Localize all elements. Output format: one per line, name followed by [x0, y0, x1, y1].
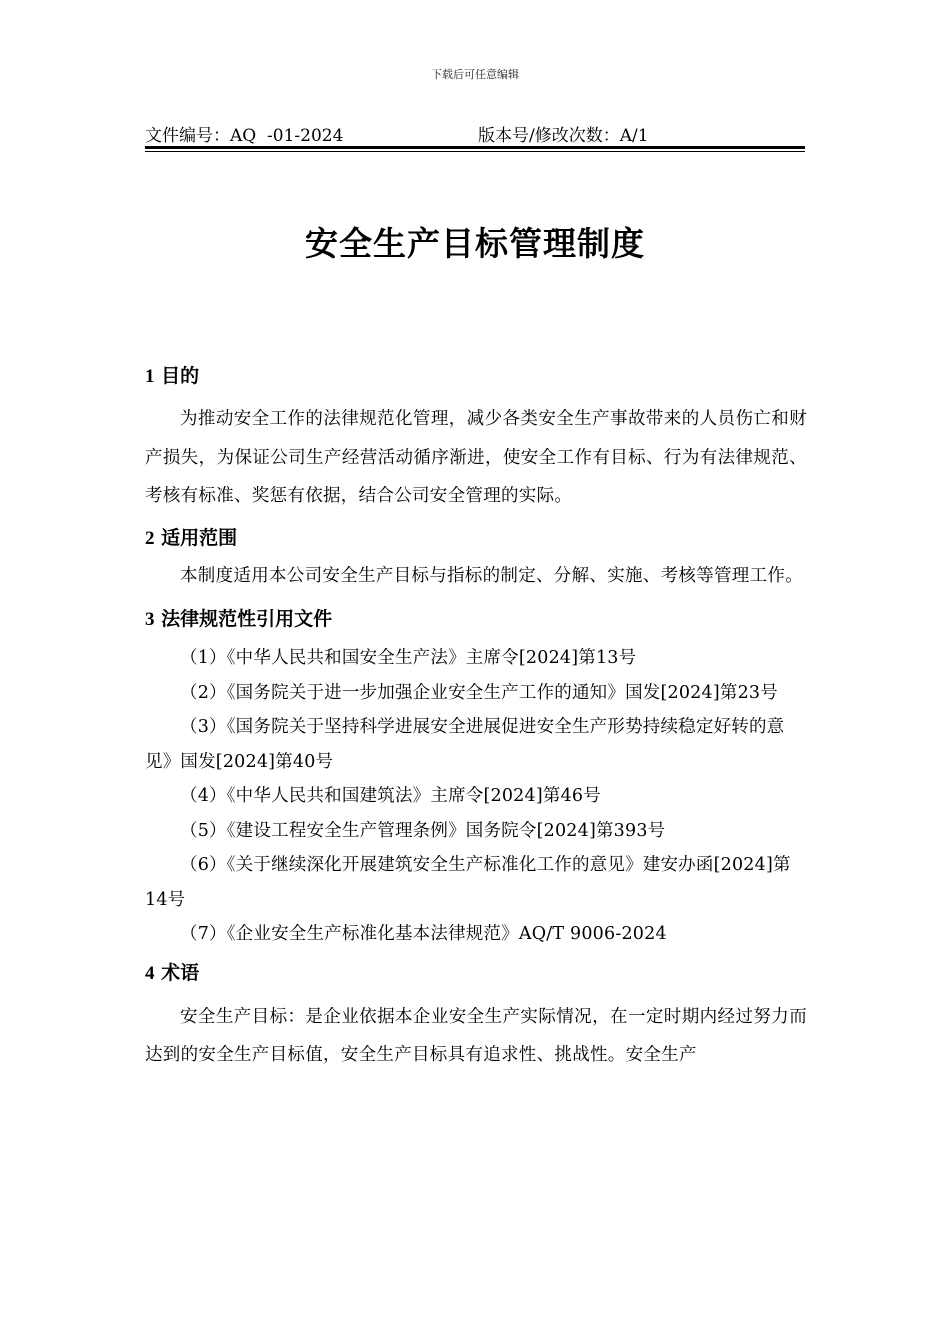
- reference-item: （5）《建设工程安全生产管理条例》国务院令[2024]第393号: [180, 820, 666, 841]
- reference-list: [145, 641, 807, 952]
- paragraph: 安全生产目标：是企业依据本企业安全生产实际情况，在一定时期内经过努力而达到的安全生产目标值，安全生产目标具有追求性、挑战性。安全生产: [145, 1006, 807, 1065]
- section-title: 适用范围: [161, 526, 238, 549]
- reference-item: （2）《国务院关于进一步加强企业安全生产工作的通知》国发[2024]第23号: [180, 682, 778, 703]
- reference-item: （6）《关于继续深化开展建筑安全生产标准化工作的意见》建安办函[2024]第14号: [145, 855, 791, 910]
- section-title: 目的: [161, 365, 200, 387]
- section-body-terms: [145, 998, 807, 1075]
- section-number: 3: [145, 609, 155, 630]
- reference-item: （3）《国务院关于坚持科学进展安全进展促进安全生产形势持续稳定好转的意见》国发[2024]第40号: [145, 717, 785, 772]
- section-number: 4: [145, 962, 155, 984]
- header-rule-thick: [145, 146, 805, 149]
- section-heading-references: [145, 601, 807, 638]
- reference-item: （7）《企业安全生产标准化基本法律规范》AQ/T 9006-2024: [180, 924, 667, 944]
- document-body: [145, 358, 807, 1075]
- section-heading-scope: [145, 520, 807, 557]
- reference-item: （4）《中华人民共和国建筑法》主席令[2024]第46号: [180, 786, 601, 806]
- document-number: 文件编号：AQ -01-2024: [145, 126, 344, 146]
- section-number: 1: [145, 366, 155, 387]
- reference-item: （1）《中华人民共和国安全生产法》主席令[2024]第13号: [180, 648, 637, 668]
- page-top-note: 下载后可任意编辑: [431, 68, 519, 81]
- document-title: 安全生产目标管理制度: [305, 224, 645, 263]
- header-rule-thin: [145, 151, 805, 152]
- section-title: 法律规范性引用文件: [161, 608, 333, 630]
- document-version: 版本号/修改次数：A/1: [478, 126, 649, 146]
- section-heading-purpose: [145, 358, 807, 395]
- document-header: [145, 124, 805, 148]
- paragraph: 本制度适用本公司安全生产目标与指标的制定、分解、实施、考核等管理工作。: [180, 565, 803, 586]
- section-title: 术语: [161, 961, 200, 984]
- section-heading-terms: [145, 955, 807, 992]
- paragraph: 为推动安全工作的法律规范化管理，减少各类安全生产事故带来的人员伤亡和财产损失，为保证公司生产经营活动循序渐进，使安全工作有目标、行为有法律规范、考核有标准、奖惩有依据，结合公司安全管理的实际。: [145, 409, 807, 506]
- section-number: 2: [145, 527, 155, 549]
- section-body-scope: [145, 557, 807, 596]
- section-body-purpose: [145, 400, 807, 516]
